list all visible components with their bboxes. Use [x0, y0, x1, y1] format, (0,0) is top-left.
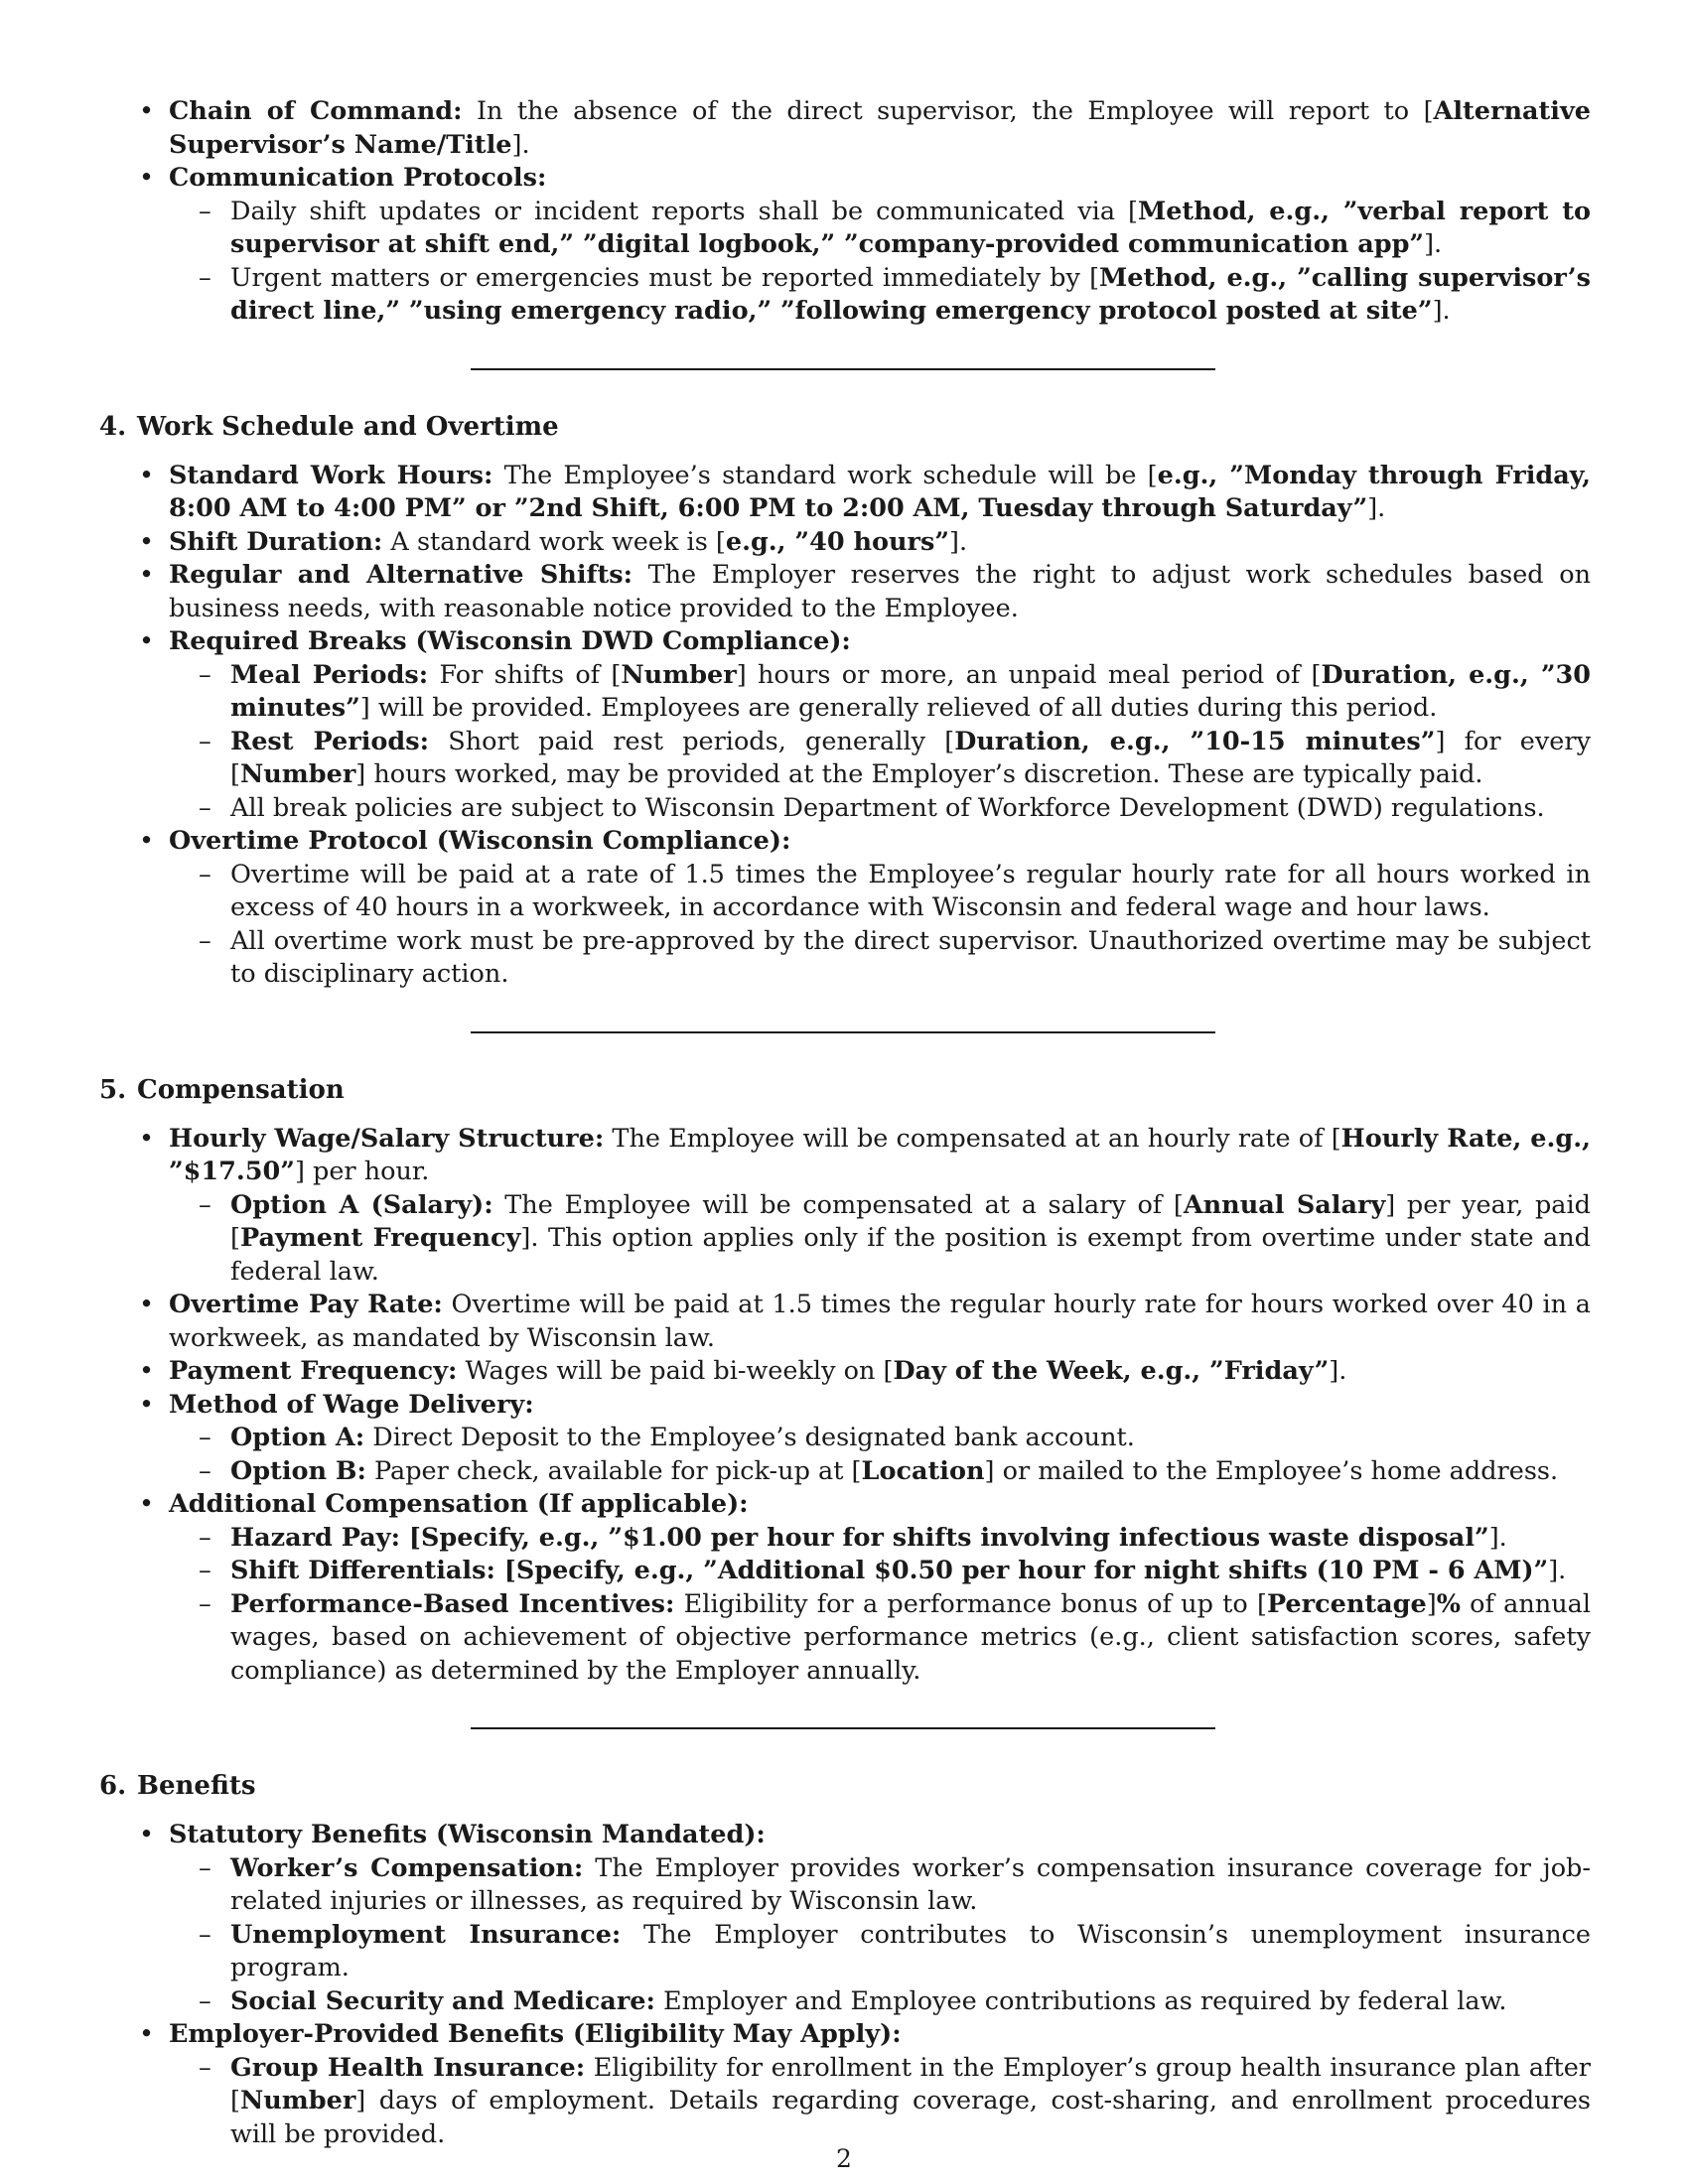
list-item-group-health-insurance: – Group Health Insurance: Eligibility for enrollment in the Employer’s group health insurance plan after [Number] days of employment. Details regarding coverage, cost-sharing, and enrollment procedures will be provided. — [169, 2052, 1591, 2152]
sub-list — [169, 1852, 1591, 2019]
list-item-hourly-wage: • Hourly Wage/Salary Structure: The Employee will be compensated at an hourly rate of [Hourly Rate, e.g., ”$17.50”] per hour. – Option A (Salary): The Employee will be compensated at a salary of [Annual Salary] per year, paid [Payment Frequency]. This option applies only if the position is exempt from overtime under state and federal law. — [99, 1123, 1591, 1290]
sub-list — [169, 2052, 1591, 2152]
section-divider — [471, 368, 1215, 370]
sub-list — [169, 1189, 1591, 1290]
list-item-daily-updates: – Daily shift updates or incident reports shall be communicated via [Method, e.g., ”verbal report to supervisor at shift end,” ”digital logbook,” ”company-provided communication app”]. — [169, 196, 1591, 262]
section-heading-6: 6. Benefits — [99, 1771, 256, 1801]
sub-list — [169, 859, 1591, 992]
list-item-break-policies: – All break policies are subject to Wisconsin Department of Workforce Development (DWD) regulations. — [169, 792, 1591, 826]
list-item-chain-of-command: • Chain of Command: In the absence of the direct supervisor, the Employee will report to [Alternative Supervisor’s Name/Title]. — [99, 95, 1591, 162]
list-item-overtime-pay-rate: • Overtime Pay Rate: Overtime will be paid at 1.5 times the regular hourly rate for hours worked over 40 in a workweek, as mandated by Wisconsin law. — [99, 1289, 1591, 1355]
list-item-option-a: – Option A: Direct Deposit to the Employee’s designated bank account. — [169, 1422, 1591, 1455]
list-item-shift-duration: • Shift Duration: A standard work week is [e.g., ”40 hours”]. — [99, 526, 1591, 560]
list-item-payment-frequency: • Payment Frequency: Wages will be paid bi-weekly on [Day of the Week, e.g., ”Friday”]. — [99, 1355, 1591, 1389]
section-heading-4: 4. Work Schedule and Overtime — [99, 411, 559, 442]
section-6-list — [99, 1819, 1591, 2151]
list-item-communication-protocols: • Communication Protocols: – Daily shift updates or incident reports shall be communicated via [Method, e.g., ”verbal report to supervisor at shift end,” ”digital logbook,” ”company-provided communication app”]. – Urgent matters or emergencies must be reported immediately by [Method, e.g., ”calling supervisor’s direct line,” ”using emergency radio,” ”following emergency protocol posted at site”]. — [99, 162, 1591, 329]
list-item-regular-alternative-shifts: • Regular and Alternative Shifts: The Employer reserves the right to adjust work schedules based on business needs, with reasonable notice provided to the Employee. — [99, 559, 1591, 625]
sub-list — [169, 1522, 1591, 1689]
list-item-unemployment-insurance: – Unemployment Insurance: The Employer contributes to Wisconsin’s unemployment insurance program. — [169, 1919, 1591, 1985]
list-item-urgent-matters: – Urgent matters or emergencies must be reported immediately by [Method, e.g., ”calling supervisor’s direct line,” ”using emergency radio,” ”following emergency protocol posted at site”]. — [169, 262, 1591, 329]
list-item-standard-work-hours: • Standard Work Hours: The Employee’s standard work schedule will be [e.g., ”Monday through Friday, 8:00 AM to 4:00 PM” or ”2nd Shift, 6:00 PM to 2:00 AM, Tuesday through Saturday”]. — [99, 460, 1591, 526]
list-item-required-breaks: • Required Breaks (Wisconsin DWD Compliance): – Meal Periods: For shifts of [Number] hours or more, an unpaid meal period of [Duration, e.g., ”30 minutes”] will be provided. Employees are generally relieved of all duties during this period. – Rest Periods: Short paid rest periods, generally [Duration, e.g., ”10-15 minutes”] for every [Number] hours worked, may be provided at the Employer’s discretion. These are typically paid. – All break policies are subject to Wisconsin Department of Workforce Development (DWD) regulations. — [99, 625, 1591, 825]
sub-list — [169, 659, 1591, 826]
list-item-overtime-rate: – Overtime will be paid at a rate of 1.5 times the Employee’s regular hourly rate for all hours worked in excess of 40 hours in a workweek, in accordance with Wisconsin and federal wage and hour laws. — [169, 859, 1591, 925]
list-item-social-security: – Social Security and Medicare: Employer and Employee contributions as required by federal law. — [169, 1985, 1591, 2019]
list-item-performance-incentives: – Performance-Based Incentives: Eligibility for a performance bonus of up to [Percentage]% of annual wages, based on achievement of objective performance metrics (e.g., client satisfaction scores, safety compliance) as determined by the Employer annually. — [169, 1588, 1591, 1689]
list-item-option-a-salary: – Option A (Salary): The Employee will be compensated at a salary of [Annual Salary] per year, paid [Payment Frequency]. This option applies only if the position is exempt from overtime under state and federal law. — [169, 1189, 1591, 1290]
section-divider — [471, 1727, 1215, 1729]
list-item-overtime-approval: – All overtime work must be pre-approved by the direct supervisor. Unauthorized overtime may be subject to disciplinary action. — [169, 925, 1591, 992]
section-5-list — [99, 1123, 1591, 1689]
list-item-employer-benefits: • Employer-Provided Benefits (Eligibility May Apply): – Group Health Insurance: Eligibility for enrollment in the Employer’s group health insurance plan after [Number] days of employment. Details regarding coverage, cost-sharing, and enrollment procedures will be provided. — [99, 2018, 1591, 2151]
section-divider — [471, 1031, 1215, 1033]
sub-list — [169, 1422, 1591, 1488]
document-page — [99, 95, 1591, 2151]
list-item-overtime-protocol: • Overtime Protocol (Wisconsin Compliance): – Overtime will be paid at a rate of 1.5 times the Employee’s regular hourly rate for all hours worked in excess of 40 hours in a workweek, in accordance with Wisconsin and federal wage and hour laws. – All overtime work must be pre-approved by the direct supervisor. Unauthorized overtime may be subject to disciplinary action. — [99, 825, 1591, 992]
list-item-option-b: – Option B: Paper check, available for pick-up at [Location] or mailed to the Employee’s home address. — [169, 1455, 1591, 1489]
list-item-additional-compensation: • Additional Compensation (If applicable): – Hazard Pay: [Specify, e.g., ”$1.00 per hour for shifts involving infectious waste disposal”]. – Shift Differentials: [Specify, e.g., ”Additional $0.50 per hour for night shifts (10 PM - 6 AM)”]. – Performance-Based Incentives: Eligibility for a performance bonus of up to [Percentage]% of annual wages, based on achievement of objective performance metrics (e.g., client satisfaction scores, safety compliance) as determined by the Employer annually. — [99, 1488, 1591, 1688]
list-item-rest-periods: – Rest Periods: Short paid rest periods, generally [Duration, e.g., ”10-15 minutes”] for every [Number] hours worked, may be provided at the Employer’s discretion. These are typically paid. — [169, 726, 1591, 792]
list-item-hazard-pay: – Hazard Pay: [Specify, e.g., ”$1.00 per hour for shifts involving infectious waste disposal”]. — [169, 1522, 1591, 1556]
section-heading-5: 5. Compensation — [99, 1074, 345, 1105]
list-item-meal-periods: – Meal Periods: For shifts of [Number] hours or more, an unpaid meal period of [Duration, e.g., ”30 minutes”] will be provided. Employees are generally relieved of all duties during this period. — [169, 659, 1591, 726]
top-list — [99, 95, 1591, 329]
sub-list — [169, 196, 1591, 329]
section-4-list — [99, 460, 1591, 992]
list-item-wage-delivery: • Method of Wage Delivery: – Option A: Direct Deposit to the Employee’s designated bank account. – Option B: Paper check, available for pick-up at [Location] or mailed to the Employee’s home address. — [99, 1389, 1591, 1489]
list-item-workers-compensation: – Worker’s Compensation: The Employer provides worker’s compensation insurance coverage for job-related injuries or illnesses, as required by Wisconsin law. — [169, 1852, 1591, 1919]
list-item-shift-differentials: – Shift Differentials: [Specify, e.g., ”Additional $0.50 per hour for night shifts (10 PM - 6 AM)”]. — [169, 1555, 1591, 1588]
list-item-statutory-benefits: • Statutory Benefits (Wisconsin Mandated): – Worker’s Compensation: The Employer provides worker’s compensation insurance coverage for job-related injuries or illnesses, as required by Wisconsin law. – Unemployment Insurance: The Employer contributes to Wisconsin’s unemployment insurance program. – Social Security and Medicare: Employer and Employee contributions as required by federal law. — [99, 1819, 1591, 2018]
page-number: 2 — [836, 2144, 852, 2173]
